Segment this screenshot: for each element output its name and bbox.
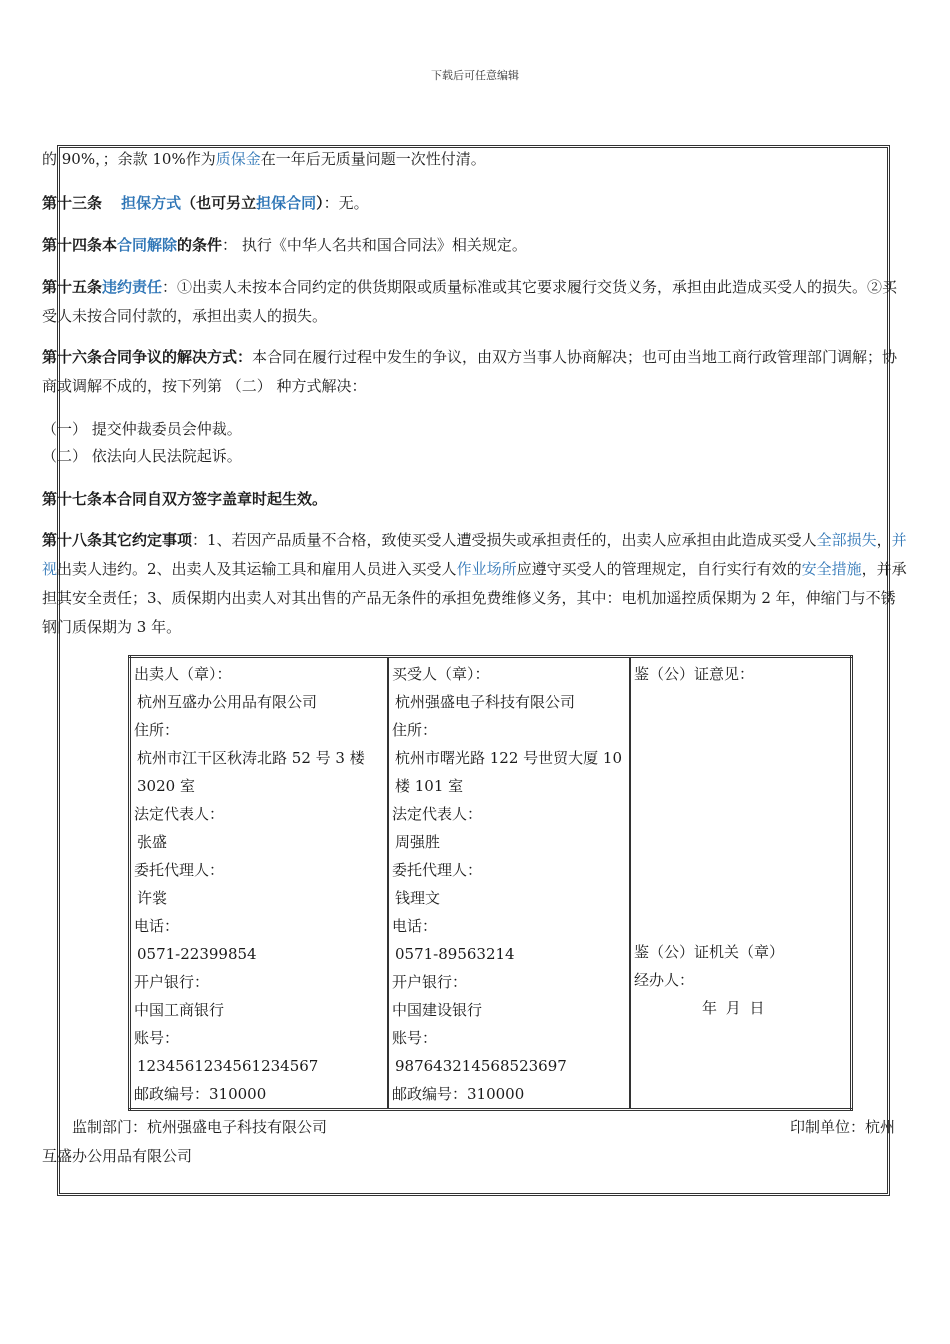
seller-title: 出卖人（章）： bbox=[134, 665, 232, 683]
link-warranty-deposit[interactable]: 质保金 bbox=[215, 150, 261, 168]
seller-rep-label: 法定代表人： bbox=[134, 805, 225, 823]
link-breach-liability[interactable]: 违约责任 bbox=[102, 278, 163, 296]
seller-postcode: 邮政编号：310000 bbox=[134, 1085, 267, 1103]
link-deemed[interactable]: 并视 bbox=[42, 531, 907, 578]
notary-date: 年 月 日 bbox=[702, 999, 765, 1017]
seller-address-label: 住所： bbox=[134, 721, 180, 739]
notary-authority-label: 鉴（公）证机关（章） bbox=[634, 943, 785, 961]
clause-15: 第十五条违约责任：①出卖人未按本合同约定的供货期限或质量标准或其它要求履行交货义务，承担由此造成买受人的损失。②买受人未按合同付款的，承担出卖人的损失。 bbox=[42, 278, 898, 325]
seller-phone-label: 电话： bbox=[134, 917, 180, 935]
seller-agent: 许裳 bbox=[137, 889, 168, 907]
seller-cell bbox=[130, 657, 389, 1110]
clause-17: 第十七条本合同自双方签字盖章时起生效。 bbox=[42, 490, 328, 508]
buyer-bank-label: 开户银行： bbox=[392, 973, 468, 991]
payment-paragraph: 的 90%，；余款 10%作为质保金在一年后无质量问题一次性付清。 bbox=[42, 150, 486, 168]
dispute-option-2: （二） 依法向人民法院起诉。 bbox=[42, 447, 242, 465]
seller-account: 1234561234561234567 bbox=[137, 1057, 319, 1075]
link-contract-termination[interactable]: 合同解除 bbox=[117, 236, 178, 254]
buyer-address-label: 住所： bbox=[392, 721, 438, 739]
dispute-option-1: （一） 提交仲裁委员会仲裁。 bbox=[42, 420, 242, 438]
printing-unit-continued: 互盛办公用品有限公司 bbox=[42, 1147, 193, 1165]
seller-phone: 0571-22399854 bbox=[137, 945, 257, 963]
seller-name: 杭州互盛办公用品有限公司 bbox=[137, 693, 318, 711]
buyer-account-label: 账号： bbox=[392, 1029, 438, 1047]
clause-13: 第十三条 担保方式（也可另立担保合同）：无。 bbox=[42, 194, 369, 212]
buyer-rep: 周强胜 bbox=[395, 833, 441, 851]
notary-cell bbox=[630, 657, 852, 1110]
seller-account-label: 账号： bbox=[134, 1029, 180, 1047]
clause-14: 第十四条本合同解除的条件： 执行《中华人名共和国合同法》相关规定。 bbox=[42, 236, 527, 254]
clause-18: 第十八条其它约定事项：1、若因产品质量不合格，致使买受人遭受损失或承担责任的，出卖人应承担由此造成买受人全部损失，并视出卖人违约。2、出卖人及其运输工具和雇用人员进入买受人作业场所应遵守买受人的管理规定，自行实行有效的安全措施，并承担其安全责任；3、质保期内出卖人对其出售的产品无条件的承担免费维修义务，其中：电机加遥控质保期为 2 年，伸缩门与不锈钢门质保期为 3 年。 bbox=[42, 531, 907, 636]
header-note: 下载后可任意编辑 bbox=[431, 69, 519, 82]
buyer-name: 杭州强盛电子科技有限公司 bbox=[395, 693, 576, 711]
notary-opinion-label: 鉴（公）证意见： bbox=[634, 665, 755, 683]
seller-address: 杭州市江干区秋涛北路 52 号 3 楼 3020 室 bbox=[137, 749, 365, 795]
buyer-rep-label: 法定代表人： bbox=[392, 805, 483, 823]
link-safety-measures[interactable]: 安全措施 bbox=[801, 560, 862, 578]
buyer-account: 987643214568523697 bbox=[395, 1057, 567, 1075]
buyer-bank: 中国建设银行 bbox=[392, 1001, 483, 1019]
buyer-title: 买受人（章）： bbox=[392, 665, 490, 683]
signature-table bbox=[128, 655, 853, 1111]
link-work-site[interactable]: 作业场所 bbox=[456, 560, 517, 578]
buyer-cell bbox=[388, 657, 630, 1110]
notary-handler-label: 经办人： bbox=[634, 971, 695, 989]
link-total-loss[interactable]: 全部损失 bbox=[816, 531, 877, 549]
buyer-address: 杭州市曙光路 122 号世贸大厦 10 楼 101 室 bbox=[395, 749, 623, 795]
seller-agent-label: 委托代理人： bbox=[134, 861, 225, 879]
buyer-agent: 钱理文 bbox=[395, 889, 441, 907]
seller-rep: 张盛 bbox=[137, 833, 168, 851]
seller-bank: 中国工商银行 bbox=[134, 1001, 225, 1019]
buyer-phone-label: 电话： bbox=[392, 917, 438, 935]
link-guarantee-contract[interactable]: 担保合同 bbox=[256, 194, 317, 212]
printing-unit: 印制单位：杭州 bbox=[790, 1118, 896, 1136]
supervising-department: 监制部门：杭州强盛电子科技有限公司 bbox=[72, 1118, 328, 1136]
clause-16: 第十六条合同争议的解决方式：本合同在履行过程中发生的争议，由双方当事人协商解决；也可由当地工商行政管理部门调解；协商或调解不成的，按下列第 （二） 种方式解决： bbox=[42, 348, 898, 395]
buyer-agent-label: 委托代理人： bbox=[392, 861, 483, 879]
buyer-postcode: 邮政编号：310000 bbox=[392, 1085, 525, 1103]
seller-bank-label: 开户银行： bbox=[134, 973, 210, 991]
link-guarantee-method[interactable]: 担保方式 bbox=[121, 194, 182, 212]
buyer-phone: 0571-89563214 bbox=[395, 945, 515, 963]
